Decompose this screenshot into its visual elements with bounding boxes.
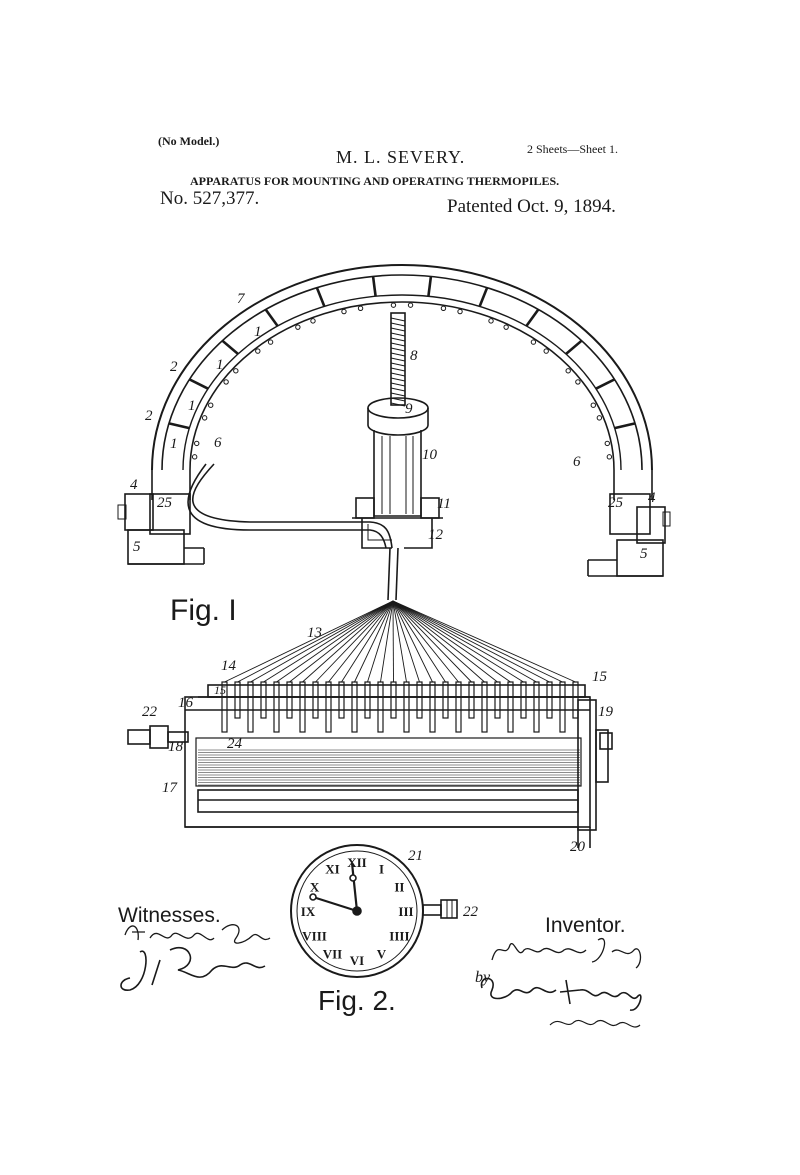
fin [378,682,383,732]
ref-19: 19 [598,704,613,720]
fan-wire [393,601,537,682]
clock-numeral: IX [300,904,316,919]
division-bar [615,423,635,428]
ref-9: 9 [405,401,413,417]
ref-1c: 1 [188,398,196,414]
ref-22a: 22 [142,704,157,720]
fin [469,682,474,718]
terminal-post [195,441,199,445]
fan-wire [393,601,511,682]
wire-cable [188,464,398,600]
clock-numeral: VII [322,946,343,962]
terminal-post [358,306,362,310]
ref-16: 16 [178,695,193,711]
division-bar [317,288,324,307]
terminal-post [489,319,493,323]
clock-numeral: IIII [389,928,410,944]
ref-11: 11 [437,496,451,512]
division-bar [566,341,582,354]
ref-25a: 25 [157,495,172,511]
patent-title: APPARATUS FOR MOUNTING AND OPERATING THERMOPILES. [190,174,560,188]
ref-13: 13 [307,625,322,641]
fig2-label: Fig. 2. [318,985,396,1016]
inventor-signature [492,939,640,968]
by-label: by [475,969,491,986]
fin [391,682,396,718]
ref-10: 10 [422,447,437,463]
terminal-post [576,380,580,384]
ref-12: 12 [428,527,443,543]
fan-wire [393,601,563,682]
fig1-label: Fig. I [170,594,237,627]
fin [547,682,552,718]
fin [508,682,513,732]
clock-numeral: VI [349,953,365,968]
ref-2a: 2 [170,359,178,375]
terminal-post [504,325,508,329]
terminal-post [408,303,412,307]
fin [443,682,448,718]
terminal-post [605,441,609,445]
cylinder-shading [198,750,580,785]
fin [404,682,409,732]
fin [248,682,253,732]
figure-labels [118,594,626,1016]
fan-wire [393,601,459,682]
fan-wire [277,601,394,682]
fin [313,682,318,718]
sheet-count: 2 Sheets—Sheet 1. [527,142,618,156]
division-bar [428,276,431,296]
fan-wire [393,601,498,682]
fin [261,682,266,718]
patent-date: Patented Oct. 9, 1894. [447,196,616,217]
clock-numeral: X [309,879,320,895]
clock-numeral: XI [325,861,340,877]
ref-14: 14 [221,658,236,674]
clock-face [291,845,457,977]
terminal-post [296,325,300,329]
wire-fan [225,601,576,682]
ref-1b: 1 [216,357,224,373]
division-bar [189,379,208,388]
terminal-post [607,455,611,459]
clock-numeral: VIII [302,928,327,944]
fin [300,682,305,732]
division-bar [480,288,487,307]
ref-5a: 5 [133,539,141,555]
terminal-post [268,340,272,344]
witnesses-label: Witnesses. [118,904,221,927]
ref-15a: 15 [214,683,226,697]
clock-numeral: V [376,946,387,962]
division-bar [373,276,376,296]
ref-6a: 6 [214,435,222,451]
fan-wire [316,601,394,682]
fin [339,682,344,718]
inventor-heading: M. L. SEVERY. [336,147,466,167]
fin [482,682,487,732]
terminal-post [202,416,206,420]
terminal-post [224,380,228,384]
fan-wire [393,601,394,682]
terminal-post [591,403,595,407]
fan-wire [393,601,576,682]
ref-24: 24 [227,736,242,752]
thermopile-fins [222,682,578,732]
fin [456,682,461,732]
ref-5b: 5 [640,546,648,562]
terminal-post [458,309,462,313]
terminal-post [342,309,346,313]
clock-numeral: XII [347,855,367,870]
fin [430,682,435,732]
terminal-post [311,319,315,323]
terminal-post [531,340,535,344]
terminal-post [544,349,548,353]
terminal-post [234,369,238,373]
ref-17: 17 [162,780,177,796]
no-model-note: (No Model.) [158,134,220,148]
ref-20: 20 [570,839,585,855]
division-bar [526,310,538,326]
fan-wire [290,601,394,682]
terminal-post [209,403,213,407]
ref-4a: 4 [130,477,138,493]
right-bracket [588,494,670,576]
division-bar [169,423,189,428]
fin [534,682,539,732]
clock-numeral: II [394,879,405,895]
inventor-label: Inventor. [545,914,626,937]
clock-numeral: I [378,861,385,877]
fan-wire [238,601,394,682]
patent-number: No. 527,377. [160,188,260,209]
fin [560,682,565,732]
terminal-post [597,416,601,420]
ref-8: 8 [410,348,418,364]
fin [521,682,526,718]
ref-15b: 15 [592,669,607,685]
division-bar [222,341,238,354]
terminal-post [256,349,260,353]
ref-2b: 2 [145,408,153,424]
fin [365,682,370,718]
division-bar [596,379,615,388]
witness-signature-1 [125,925,270,943]
division-bar [266,310,278,326]
fin [235,682,240,718]
terminal-post [391,303,395,307]
ref-7: 7 [237,291,245,307]
terminal-post [566,369,570,373]
ref-4b: 4 [648,490,656,506]
ref-22b: 22 [463,904,478,920]
fin [417,682,422,718]
ref-25b: 25 [608,495,623,511]
ref-1a: 1 [254,324,262,340]
fin [287,682,292,718]
adjusting-screw [391,313,405,406]
ref-21: 21 [408,848,423,864]
terminal-post [192,455,196,459]
ref-1d: 1 [170,436,178,452]
terminal-post [441,306,445,310]
ref-18: 18 [168,739,183,755]
fin [326,682,331,732]
clock-numeral: III [398,904,414,919]
attorney-signature [481,978,640,1027]
fin [352,682,357,732]
fin [274,682,279,732]
ref-6b: 6 [573,454,581,470]
fin [495,682,500,718]
witness-signature-2 [121,948,265,991]
